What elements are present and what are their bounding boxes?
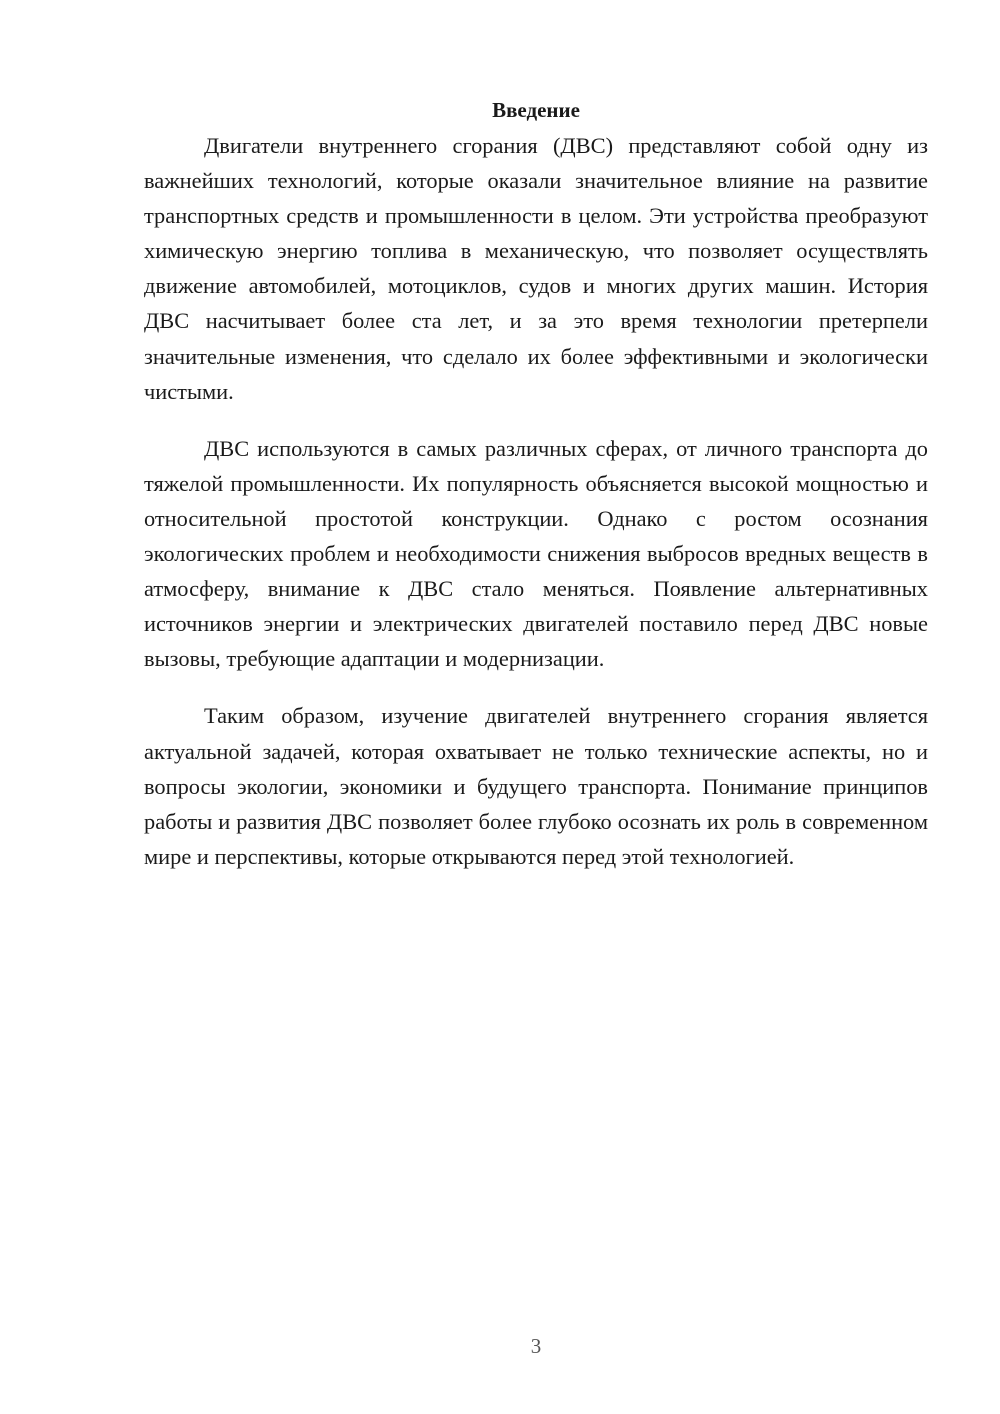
page-number: 3 (530, 1334, 542, 1358)
paragraph-3: Таким образом, изучение двигателей внутреннего сгорания является актуальной задачей, которая охватывает не только технические аспекты, но и вопросы экологии, экономики и будущего транспорта. Понимание принципов работы и развития ДВС позволяет более глубоко осознать их роль в современном мире и перспективы, которые открываются перед этой технологией. (144, 703, 928, 869)
page-content (144, 94, 928, 896)
paragraph-2: ДВС используются в самых различных сферах, от личного транспорта до тяжелой промышленности. Их популярность объясняется высокой мощностью и относительной простотой конструкции. Однако с ростом осознания экологических проблем и необходимости снижения выбросов вредных веществ в атмосферу, внимание к ДВС стало меняться. Появление альтернативных источников энергии и электрических двигателей поставило перед ДВС новые вызовы, требующие адаптации и модернизации. (144, 435, 928, 672)
paragraph-1: Двигатели внутреннего сгорания (ДВС) представляют собой одну из важнейших технологий, которые оказали значительное влияние на развитие транспортных средств и промышленности в целом. Эти устройства преобразуют химическую энергию топлива в механическую, что позволяет осуществлять движение автомобилей, мотоциклов, судов и многих других машин. История ДВС насчитывает более ста лет, и за это время технологии претерпели значительные изменения, что сделало их более эффективными и экологически чистыми. (144, 133, 928, 404)
section-heading: Введение (492, 98, 580, 122)
